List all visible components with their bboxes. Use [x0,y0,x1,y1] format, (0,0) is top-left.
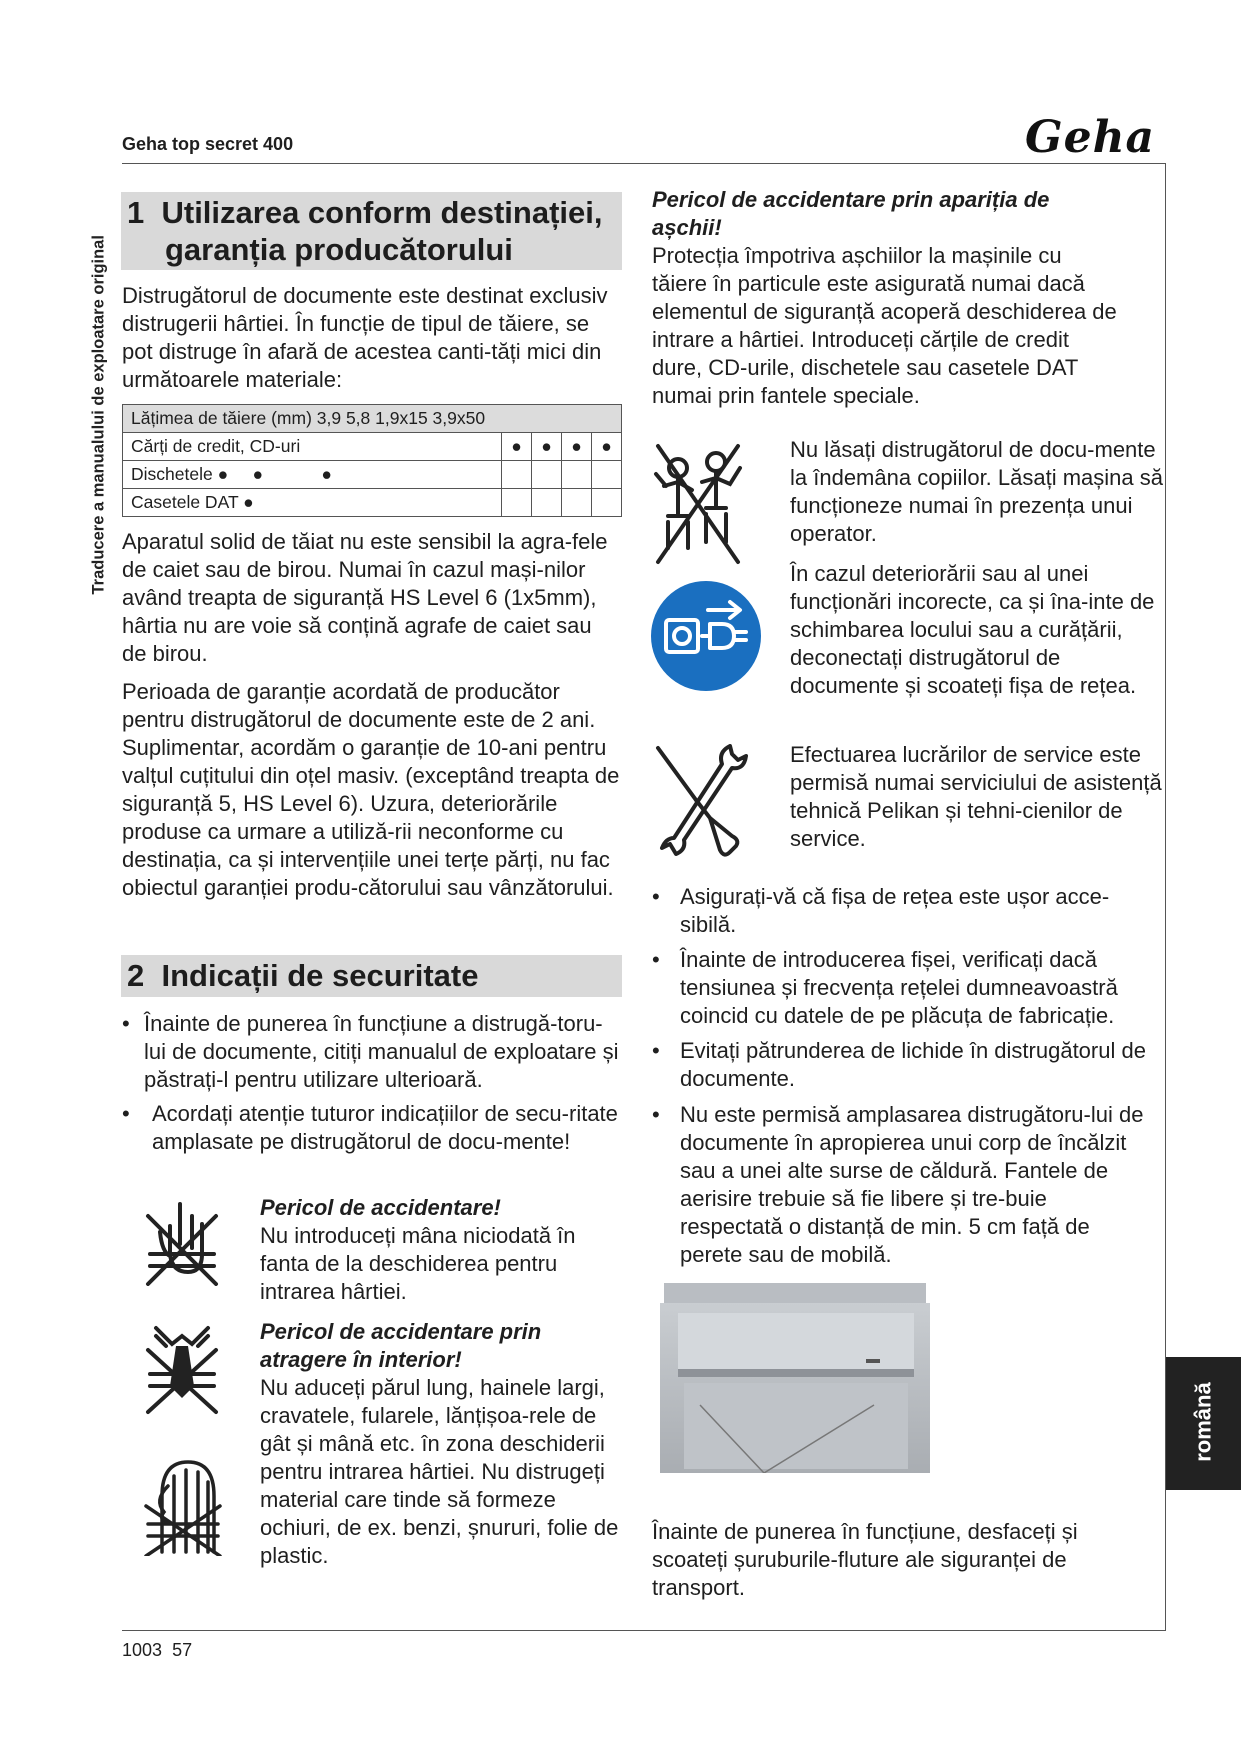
bullet-marker: • [652,1102,660,1127]
bullet-check-voltage [652,946,1150,1030]
section1-title-line2: garanția producătorului [165,232,513,267]
section2-heading [121,955,622,997]
frame-bottom-line [122,1630,1166,1631]
doc-code: 1003 [122,1640,163,1660]
bullet-safety-notes [122,1100,622,1156]
bullet-text: Evitați pătrunderea de lichide în distrugătorul de documente. [680,1038,1146,1091]
table-row-label: Cărți de credit, CD-uri [123,433,502,461]
warning-entanglement [260,1318,630,1570]
bullet-marker: • [652,884,660,909]
section2-number: 2 [127,958,145,993]
bullet-text: Asigurați-vă că fișa de rețea este ușor acce-sibilă. [680,884,1110,937]
table-row [123,433,622,461]
no-hand-icon [140,1196,224,1286]
bullet-marker: • [122,1011,130,1036]
frame-top-line [122,163,1166,164]
children-warning-text: Nu lăsați distrugătorul de docu-mente la îndemâna copiilor. Lăsați mașina să funcționeze numai în prezența unui operator. [790,437,1163,546]
photo-caption: Înainte de punerea în funcțiune, desfaceți și scoateți șuruburile-fluture ale siguranței de transport. [652,1519,1078,1600]
bullet-heat-source [652,1101,1150,1269]
table-header-cell: Lățimea de tăiere (mm) 3,9 5,8 1,9x15 3,9x50 [123,405,622,433]
bullet-marker: • [122,1101,130,1126]
bullet-read-manual [122,1010,622,1094]
table-mark: ● [532,433,562,461]
warning-entanglement-text: Nu aduceți părul lung, hainele largi, cravatele, fularele, lănțișoa-rele de gât și mână etc. în zona deschiderii pentru intrarea hârtiei. Nu distrugeți material care tinde să formeze ochiuri, de ex. benzi, șnururi, folie de plastic. [260,1375,619,1568]
section1-para2: Aparatul solid de tăiat nu este sensibil la agra-fele de caiet sau de birou. Numai în cazul mași-nilor având treapta de siguranță HS Level 6 (1x5mm), hârtia nu are voie să conțină agrafe de caiet sau de birou. [122,529,608,666]
table-mark [532,489,562,517]
warning-hand-title: Pericol de accidentare! [260,1195,501,1220]
geha-logo: Geha [1025,112,1156,163]
language-tab-label: română [1190,1382,1216,1462]
section1-title-line1: Utilizarea conform destinației, [161,195,603,230]
no-children-icon [650,438,746,568]
bullet-text: Înainte de punerea în funcțiune a distrugă-toru-lui de documente, citiți manualul de exploatare și păstrați-l pentru utilizare ulterioară. [144,1011,619,1092]
table-row-label: Dischetele ● ● ● [123,461,502,489]
warning-hand [260,1194,630,1306]
section1-heading [121,192,622,270]
table-mark [502,489,532,517]
bullet-text: Înainte de introducerea fișei, verificați dacă tensiunea și frecvența rețelei dumneavoastră coincid cu datele de pe plăcuța de fabricație. [680,947,1118,1028]
table-row [123,461,622,489]
section1-number: 1 [127,195,145,230]
table-mark: ● [562,433,592,461]
service-tools-icon [650,742,748,860]
section1-intro: Distrugătorul de documente este destinat exclusiv distrugerii hârtiei. În funcție de tipul de tăiere, se pot distruge în afară de acestea canti-tăți mici din următoarele materiale: [122,283,608,392]
bullet-marker: • [652,947,660,972]
section2-title: Indicații de securitate [161,958,479,993]
warning-chips [652,186,1122,410]
table-mark [592,489,622,517]
shredder-photo [660,1283,930,1473]
bullet-no-liquids [652,1037,1150,1093]
table-row-label: Casetele DAT ● [123,489,502,517]
document-title: Geha top secret 400 [122,134,294,154]
warning-chips-text: Protecția împotriva așchiilor la mașinile cu tăiere în particule este asigurată numai dacă elementul de siguranță acoperă deschiderea de intrare a hârtiei. Introduceți cărțile de credit dure, CD-urile, dischetele sau casetele DAT numai prin fantele speciale. [652,243,1117,408]
table-row [123,489,622,517]
no-long-hair-icon [140,1456,224,1556]
warning-hand-text: Nu introduceți mâna niciodată în fanta de la deschiderea pentru intrarea hârtiei. [260,1223,576,1304]
unplug-icon [650,580,762,692]
no-tie-icon [140,1322,224,1418]
warning-chips-title: Pericol de accidentare prin apariția de așchii! [652,187,1050,240]
cutting-table [122,404,622,517]
bullet-plug-accessible [652,883,1150,939]
side-label: Traducere a manualului de exploatare original [89,235,108,595]
warranty-paragraph: Perioada de garanție acordată de producător pentru distrugătorul de documente este de 2 ani. Suplimentar, acordăm o garanție de 10-ani pentru valțul cuțitului din oțel masiv. (exceptând treapta de siguranță 5, HS Level 6). Uzura, deteriorările produse ca urmare a utiliză-rii neconforme cu destinația, ca și intervențiile unei terțe părți, nu fac obiectul garanției produ-cătorului sau vânzătorului. [122,679,620,900]
page-footer [122,1640,192,1661]
unplug-warning-text: În cazul deteriorării sau al unei funcționări incorecte, ca și îna-inte de schimbarea locului sau a curățării, deconectați distrugătorul de documente și scoateți fișa de rețea. [790,561,1155,698]
table-mark: ● [592,433,622,461]
table-mark [502,461,532,489]
page-number: 57 [172,1640,193,1660]
service-note-text: Efectuarea lucrărilor de service este permisă numai serviciului de asistență tehnică Pelikan și tehni-cienilor de service. [790,742,1162,851]
language-tab [1166,1357,1241,1490]
table-mark [562,489,592,517]
bullet-marker: • [652,1038,660,1063]
table-mark [532,461,562,489]
table-mark: ● [502,433,532,461]
bullet-text: Acordați atenție tuturor indicațiilor de secu-ritate amplasate pe distrugătorul de docu-mente! [152,1101,618,1154]
warning-entanglement-title: Pericol de accidentare prin atragere în interior! [260,1319,542,1372]
bullet-text: Nu este permisă amplasarea distrugătoru-lui de documente în apropierea unui corp de încălzit sau a unei alte surse de căldură. Fantele de aerisire trebuie să fie libere și tre-buie respectată o distanță de min. 5 cm față de perete sau de mobilă. [680,1102,1144,1267]
table-mark [592,461,622,489]
table-mark [562,461,592,489]
table-header-row [123,405,622,433]
